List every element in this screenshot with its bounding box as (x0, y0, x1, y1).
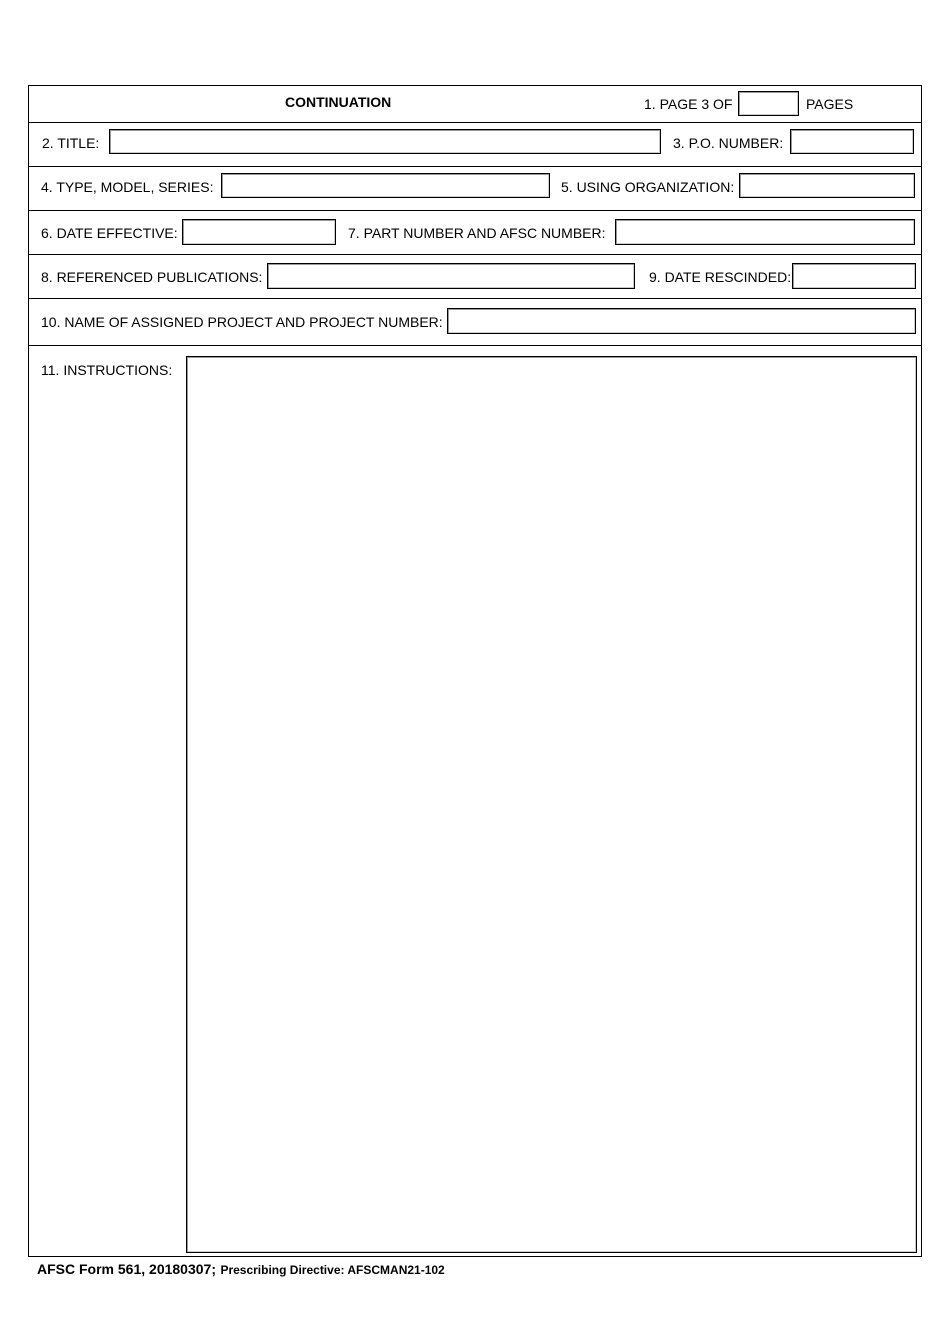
form-id: AFSC Form 561, 20180307; (37, 1261, 216, 1277)
pages-label: PAGES (806, 96, 854, 112)
po-number-field[interactable] (790, 129, 914, 154)
using-organization-field[interactable] (739, 173, 915, 198)
row-divider (29, 298, 921, 299)
type-model-series-field[interactable] (221, 173, 550, 198)
project-field[interactable] (447, 308, 916, 334)
referenced-publications-label: 8. REFERENCED PUBLICATIONS: (41, 269, 263, 285)
date-effective-field[interactable] (182, 219, 336, 245)
form-footer (37, 1261, 445, 1279)
row-divider (29, 345, 921, 346)
using-organization-label: 5. USING ORGANIZATION: (561, 179, 735, 195)
row-divider (29, 166, 921, 167)
prescribing-directive: Prescribing Directive: AFSCMAN21-102 (220, 1263, 445, 1277)
instructions-field[interactable] (186, 356, 917, 1253)
form-title: CONTINUATION (285, 94, 392, 110)
date-effective-label: 6. DATE EFFECTIVE: (41, 225, 178, 241)
date-rescinded-field[interactable] (792, 263, 916, 289)
title-label: 2. TITLE: (42, 135, 100, 151)
row-divider (29, 210, 921, 211)
page-label: 1. PAGE 3 OF (644, 96, 733, 112)
part-number-label: 7. PART NUMBER AND AFSC NUMBER: (348, 225, 606, 241)
row-divider (29, 122, 921, 123)
row-divider (29, 254, 921, 255)
type-model-series-label: 4. TYPE, MODEL, SERIES: (41, 179, 214, 195)
date-rescinded-label: 9. DATE RESCINDED: (649, 269, 792, 285)
page-count-field[interactable] (738, 91, 799, 116)
title-field[interactable] (109, 129, 661, 154)
instructions-label: 11. INSTRUCTIONS: (41, 362, 173, 378)
project-label: 10. NAME OF ASSIGNED PROJECT AND PROJECT NUMBER: (41, 314, 443, 330)
referenced-publications-field[interactable] (267, 263, 635, 289)
part-number-field[interactable] (615, 219, 915, 245)
po-number-label: 3. P.O. NUMBER: (673, 135, 784, 151)
